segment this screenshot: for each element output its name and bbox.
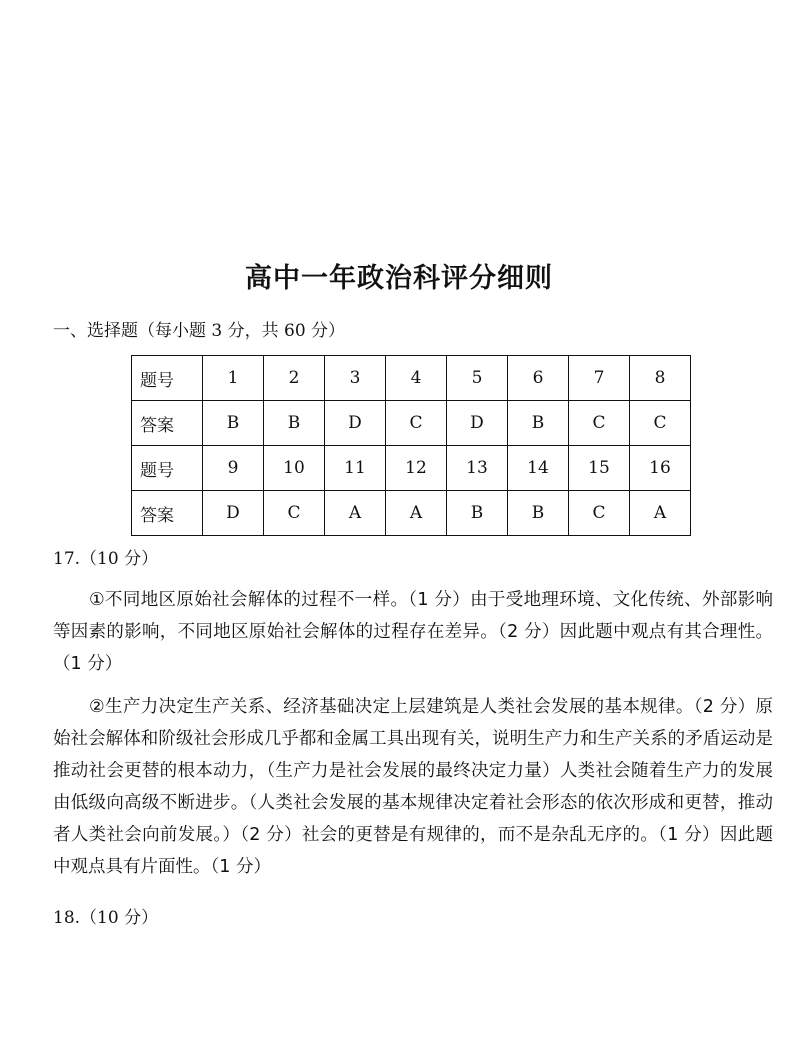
table-row-numbers-2 <box>132 446 691 491</box>
table-cell: B <box>508 491 569 536</box>
document-title: 高中一年政治科评分细则 <box>245 263 553 294</box>
table-cell: 13 <box>447 446 508 491</box>
table-cell: 16 <box>630 446 691 491</box>
table-cell: A <box>386 491 447 536</box>
table-cell: A <box>630 491 691 536</box>
table-cell: 6 <box>508 356 569 401</box>
table-cell: B <box>447 491 508 536</box>
table-cell: 10 <box>264 446 325 491</box>
table-cell: 3 <box>325 356 386 401</box>
table-cell: 14 <box>508 446 569 491</box>
table-row-answers-1 <box>132 401 691 446</box>
table-cell: B <box>264 401 325 446</box>
table-cell: B <box>203 401 264 446</box>
table-cell: B <box>508 401 569 446</box>
table-cell: C <box>630 401 691 446</box>
table-cell: 9 <box>203 446 264 491</box>
question-17-paragraph-1: ①不同地区原始社会解体的过程不一样。（1 分）由于受地理环境、文化传统、外部影响等因素的影响，不同地区原始社会解体的过程存在差异。（2 分）因此题中观点有其合理性。（1 分） <box>53 590 773 674</box>
row-label-number: 题号 <box>132 356 203 401</box>
table-cell: C <box>264 491 325 536</box>
answer-table <box>131 355 691 536</box>
table-cell: D <box>447 401 508 446</box>
table-cell: 7 <box>569 356 630 401</box>
row-label-answer: 答案 <box>132 401 203 446</box>
table-cell: 15 <box>569 446 630 491</box>
table-cell: C <box>569 401 630 446</box>
table-row-numbers-1 <box>132 356 691 401</box>
table-row-answers-2 <box>132 491 691 536</box>
section-heading-multiple-choice: 一、选择题（每小题 3 分，共 60 分） <box>53 321 346 341</box>
table-cell: C <box>569 491 630 536</box>
question-17-paragraph-2: ②生产力决定生产关系、经济基础决定上层建筑是人类社会发展的基本规律。（2 分）原始社会解体和阶级社会形成几乎都和金属工具出现有关，说明生产力和生产关系的矛盾运动是推动社会更替的根本动力，（生产力是社会发展的最终决定力量）人类社会随着生产力的发展由低级向高级不断进步。（人类社会发展的基本规律决定着社会形态的依次形成和更替，推动者人类社会向前发展。）（2 分）社会的更替是有规律的，而不是杂乱无序的。（1 分）因此题中观点具有片面性。（1 分） <box>53 697 773 877</box>
table-cell: C <box>386 401 447 446</box>
table-cell: D <box>325 401 386 446</box>
table-cell: 12 <box>386 446 447 491</box>
row-label-answer: 答案 <box>132 491 203 536</box>
question-18-heading: 18.（10 分） <box>53 908 159 928</box>
table-cell: 1 <box>203 356 264 401</box>
question-17-heading: 17.（10 分） <box>53 549 159 569</box>
table-cell: 8 <box>630 356 691 401</box>
table-cell: 4 <box>386 356 447 401</box>
table-cell: 2 <box>264 356 325 401</box>
table-cell: 11 <box>325 446 386 491</box>
table-cell: 5 <box>447 356 508 401</box>
table-cell: D <box>203 491 264 536</box>
table-cell: A <box>325 491 386 536</box>
row-label-number: 题号 <box>132 446 203 491</box>
